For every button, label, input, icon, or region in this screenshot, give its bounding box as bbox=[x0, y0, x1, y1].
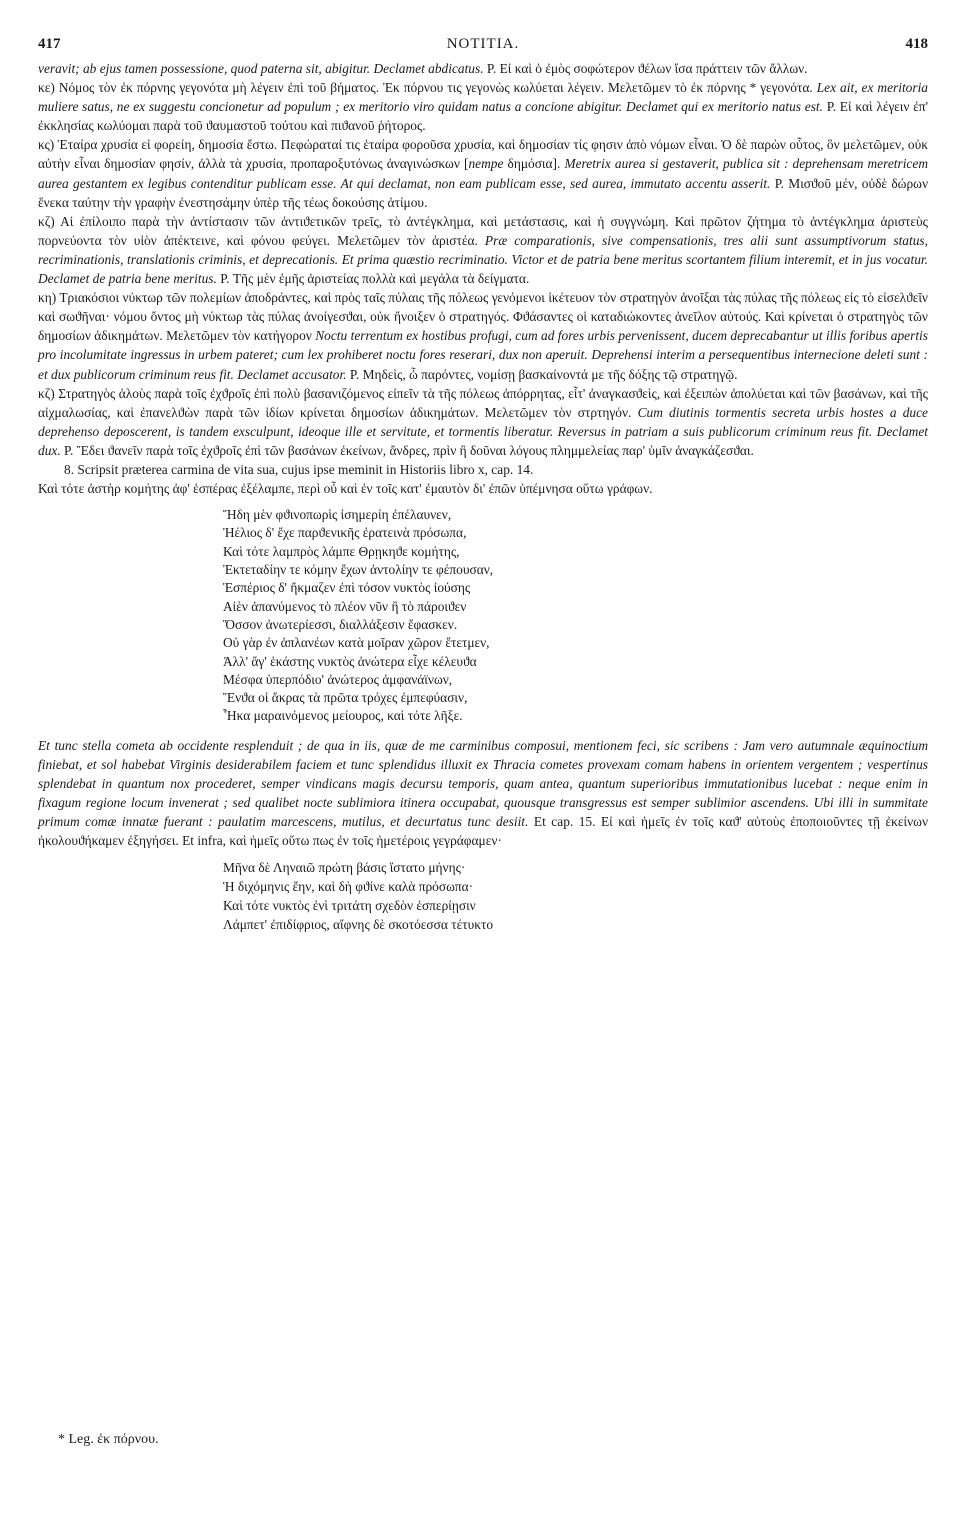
section-8-heading: 8. Scripsit præterea carmina de vita sua, cujus ipse meminit in Historiis libro x, cap. 14. bbox=[64, 461, 534, 477]
greek-text: κε) Νόμος τὸν ἐκ πόρνης γεγονότα μὴ λέγειν ἐπὶ τοῦ βήματος. Ἐκ πόρνου τις γεγονὼς κωλύεται λέγειν. Μελετῶμεν τὸ ἐκ πόρνης * γεγονότα. bbox=[38, 80, 817, 96]
greek-text: P. Μισϑοῦ μέν, οὐδὲ δώρων ἕνεκα ταύτην τὴν γραφὴν ἐνεστησάμην ὑπὲρ τῆς τέως δοκούσης ἀτίμου. bbox=[38, 175, 928, 210]
verse-line: Ἀλλ' ἄγ' ἑκάστης νυκτὸς ἀνώτερα εἶχε κέλευϑα bbox=[223, 653, 477, 669]
paragraph-list bbox=[38, 59, 928, 460]
verse-line: Λάμπετ' ἐπιδίφριος, αἴφνης δὲ σκοτόεσσα τέτυκτο bbox=[223, 917, 494, 933]
greek-text: P. Ἔδει ϑανεῖν παρὰ τοῖς ἐχϑροῖς ἐπὶ τῶν βασάνων ἐκείνων, ἄνδρες, πρὶν ἢ δοῦναι λόγους πλημμελείας παρ' ὑμῖν ἀναγκάζεσϑαι. bbox=[60, 442, 754, 458]
latin-italic-text: Cum diutinis tormentis secreta urbis hostes a duce deprehenso deposcerent, is tandem exsculpunt, ideoque ille et servitute, et tormentis liberatur. Reversus in patriam a suis publicorum criminum reus fit. Declamet dux. bbox=[38, 404, 928, 458]
verse-line: Ἦκα μαραινόμενος μείουρος, καὶ τότε λῆξε. bbox=[223, 708, 463, 724]
greek-text: Et cap. 15. Εἰ καὶ ἡμεῖς ἐν τοῖς καϑ' αὐτοὺς ἐποποιοῦντες τῇ ἐκείνων ἠκολουϑήκαμεν ἐξηγήσει. Et infra, καὶ ἡμεῖς οὕτω πως ἐν τοῖς ἡμετέροις γεγράφαμεν· bbox=[38, 814, 928, 849]
greek-text: P. Εἰ καὶ λέγειν ἐπ' ἐκκλησίας κωλύομαι παρὰ τοῦ ϑαυμαστοῦ τούτου καὶ πιϑανοῦ ῥήτορος. bbox=[38, 99, 928, 134]
latin-italic-text: Noctu terrentum ex hostibus profugi, cum ad fores urbis pervenissent, ducem deprecabantur ut illis foribus apertis pro incolumitate ingressus in urbem pateret; cum lex prohiberet noctu fores reserari, dux non aperuit. Deprehensi interim a persequentibus internecione deleti sunt : et dux publicorum criminum reus fit. Declamet accusator. bbox=[38, 328, 928, 382]
verse-line: Ἐκτεταδίην τε κόμην ἔχων ἀντολίην τε φέπουσαν, bbox=[223, 562, 494, 578]
greek-text: κζ) Στρατηγὸς ἁλοὺς παρὰ τοῖς ἐχϑροῖς ἐπὶ πολὺ βασανιζόμενος εἰπεῖν τὰ τῆς πόλεως ἀπόρρητας, εἶτ' ἀναγκασϑεὶς, καὶ ἐξειπὼν ἀπολύεται καὶ τῶν βασάνων, καὶ τῆς αἰχμαλωσίας, καὶ ἐπανελϑὼν παρὰ τῶν ἰδίων κρίνεται δημοσίων ἀδικημάτων. Μελετῶμεν τὸν στρτηγόν. bbox=[38, 385, 928, 420]
greek-text: κζ) Αἱ ἐπίλοιπο παρὰ τὴν ἀντίστασιν τῶν ἀντιϑετικῶν τρεῖς, τὸ ἀντέγκλημα, καὶ μετάστασις, καὶ ἡ συγγνώμη. Καὶ πρῶτον ζήτημα τὸ ἀντέγκλημα ἀριστεὺς πορνεύοντα τὸν υἱὸν ἀπέκτεινε, καὶ φόνου φεύγει. Μελετῶμεν τὸν ἀριστέα. bbox=[38, 213, 928, 248]
verse-line: Ἑσπέριος δ' ἤκμαζεν ἐπὶ τόσον νυκτὸς ἰούσης bbox=[223, 580, 471, 596]
paragraph bbox=[38, 59, 928, 78]
latin-italic-text: Et tunc stella cometa ab occidente resplenduit ; de qua in iis, quæ de me carminibus composui, mentionem feci, sic scribens : Jam vero autumnale æquinoctium finiebat, et sol habebat Virginis desiderabilem faciem et tunc splendidus illuxit ex Thracia cometes provexam comam habens in orientem vergentem ; vespertinus splendebat in quantum nox procederet, semper vindicans magis decursu temporis, quam antea, quantum superioribus immutationibus lucebat : neque enim in fixagum regione locum invenerat ; sed qualibet nocte sublimiora itinera occupabat, quousque transgressus est semper sublimior ascendens. Ubi illi in summitate primum comæ innatæ fuerant : paulatim marcescens, mutilus, et decurtatus tunc desiit. bbox=[38, 737, 928, 830]
paragraph bbox=[38, 78, 928, 135]
verse-line: Μῆνα δὲ Ληναιῶ πρώτη βάσις ἵστατο μήνης· bbox=[223, 860, 466, 876]
verse-line: Ἤδη μὲν φϑινοπωρὶς ἰσημερίη ἐπέλαυνεν, bbox=[223, 507, 452, 523]
greek-text: P. Εἰ καὶ ὁ ἐμὸς σοφώτερον ϑέλων ἴσα πράττειν τῶν ἄλλων. bbox=[483, 61, 808, 76]
main-text bbox=[38, 59, 928, 934]
left-page-number: 417 bbox=[38, 36, 61, 52]
second-poem-verses bbox=[223, 858, 928, 934]
verse-line: Ἡ διχόμηνις ἔην, καὶ δὴ φϑίνε καλὰ πρόσωπα· bbox=[223, 879, 474, 895]
verse-line: Καὶ τότε λαμπρὸς λάμπε Θρῃκηϑε κομήτης, bbox=[223, 543, 460, 559]
verse-line: Ὅσσον ἀνωτερίεσσι, διαλλάξεσιν ἔφασκεν. bbox=[223, 616, 458, 632]
greek-text: P. Τῆς μὲν ἐμῆς ἀριστείας πολλὰ καὶ μεγάλα τὰ δείγματα. bbox=[216, 271, 530, 287]
right-page-number: 418 bbox=[905, 36, 928, 52]
intro-greek-paragraph: Καὶ τότε ἀστὴρ κομήτης ἀφ' ἑσπέρας ἐξέλαμπε, περὶ οὗ καὶ ἐν τοῖς κατ' ἐμαυτὸν δι' ἐπῶν ὑπέμνησα οὕτω γράφων. bbox=[38, 481, 653, 497]
paragraph bbox=[38, 288, 928, 383]
greek-text: κη) Τριακόσιοι νύκτωρ τῶν πολεμίων ἀποδράντες, καὶ πρὸς ταῖς πύλαις τῆς πόλεως γενόμενοι ἱκέτευον τὸν στρατηγὸν ἀνοῖξαι τὰς πύλας τῆς πόλεως εἰς τὸ εἰσελϑεῖν καὶ σωϑῆναι· νόμου ὄντος μὴ νύκτωρ τὰς πύλας ἀνοίγεσϑαι, οὐκ ἤνοιξεν ὁ στρατηγός. Φϑάσαντες οἱ καταδιώκοντες ἀνεῖλον αὐτούς. Καὶ κρίνεται ὁ στρατηγὸς τῶν δημοσίων ἀδικημάτων. Μελετῶμεν τὸν κατήγορον bbox=[38, 290, 928, 344]
verse-line: Ἔνϑα οἱ ἄκρας τὰ πρῶτα τρόχες ἐμπεφύασιν, bbox=[223, 690, 468, 706]
paragraph bbox=[38, 135, 928, 211]
paragraph bbox=[38, 384, 928, 460]
greek-text: δημόσια]. bbox=[503, 156, 565, 172]
paragraph bbox=[38, 212, 928, 288]
poem-verses bbox=[223, 506, 928, 726]
verse-line: Αἰὲν ἀπανύμενος τὸ πλέον νῦν ἢ τὸ πάροιϑεν bbox=[223, 598, 467, 614]
verse-line: Καὶ τότε νυκτὸς ἐνὶ τριτάτη σχεδὸν ἑσπερίῃσιν bbox=[223, 898, 476, 914]
verse-line: Μέσφα ὑπερπόδιο' ἀνώτερος ἀμφανάϊνων, bbox=[223, 671, 453, 687]
verse-line: Οὐ γὰρ ἐν ἀπλανέων κατὰ μοῖραν χῶρον ἔτετμεν, bbox=[223, 635, 490, 651]
latin-italic-text: veravit; ab ejus tamen possessione, quod paterna sit, abigitur. Declamet abdicatus. bbox=[38, 61, 484, 76]
latin-italic-text: nempe bbox=[468, 156, 504, 172]
latin-italic-text: Lex ait, ex meritoria muliere satus, ne ex suggestu concionetur ad populum ; ex meritorio viro quidam natus a concione abigitur. Declamet qui ex meritorio natus est. bbox=[38, 80, 928, 115]
footnote: * Leg. ἐκ πόρνου. bbox=[58, 1432, 159, 1447]
latin-italic-text: Præ comparationis, sive compensationis, tres alii sunt assumptivorum status, recriminationis, translationis criminis, et deprecationis. Et prima quæstio recriminatio. Victor et de patria bene meritus scortantem filium interemit, et in jus vocatur. Declamet de patria bene meritus. bbox=[38, 232, 928, 287]
running-title: NOTITIA. bbox=[446, 36, 520, 52]
greek-text: κς) Ἑταίρα χρυσία εἰ φορείη, δημοσία ἔστω. Πεφώραταί τις ἑταίρα φοροῦσα χρυσία, καὶ δημοσίαν τίς φησιν ἀπὸ νόμων εἶναι. Ὁ δὲ παρὼν οὗτος, ὃν μελετῶμεν, οὐκ αὐτὴν εἶναι δημοσίαν φησίν, ἀλλὰ τὰ χρυσία, προπαροξυτόνως ἀναγινώσκων [ bbox=[38, 137, 928, 172]
latin-translation-paragraph bbox=[38, 736, 928, 851]
verse-line: Ἠέλιος δ' ἔχε παρϑενικῆς ἐρατεινὰ πρόσωπα, bbox=[223, 525, 467, 541]
greek-text: P. Μηδεὶς, ὦ παρόντες, νομίσῃ βασκαίνοντά με τῆς δόξης τῷ στρατηγῷ. bbox=[346, 366, 738, 382]
latin-italic-text: Meretrix aurea si gestaverit, publica sit : deprehensam meretricem aurea gestantem ex legibus contenditur publicam esse. At qui declamat, non eam publicam esse, sed aurea, immutato accentu asserit. bbox=[38, 156, 928, 191]
running-header bbox=[38, 36, 928, 53]
